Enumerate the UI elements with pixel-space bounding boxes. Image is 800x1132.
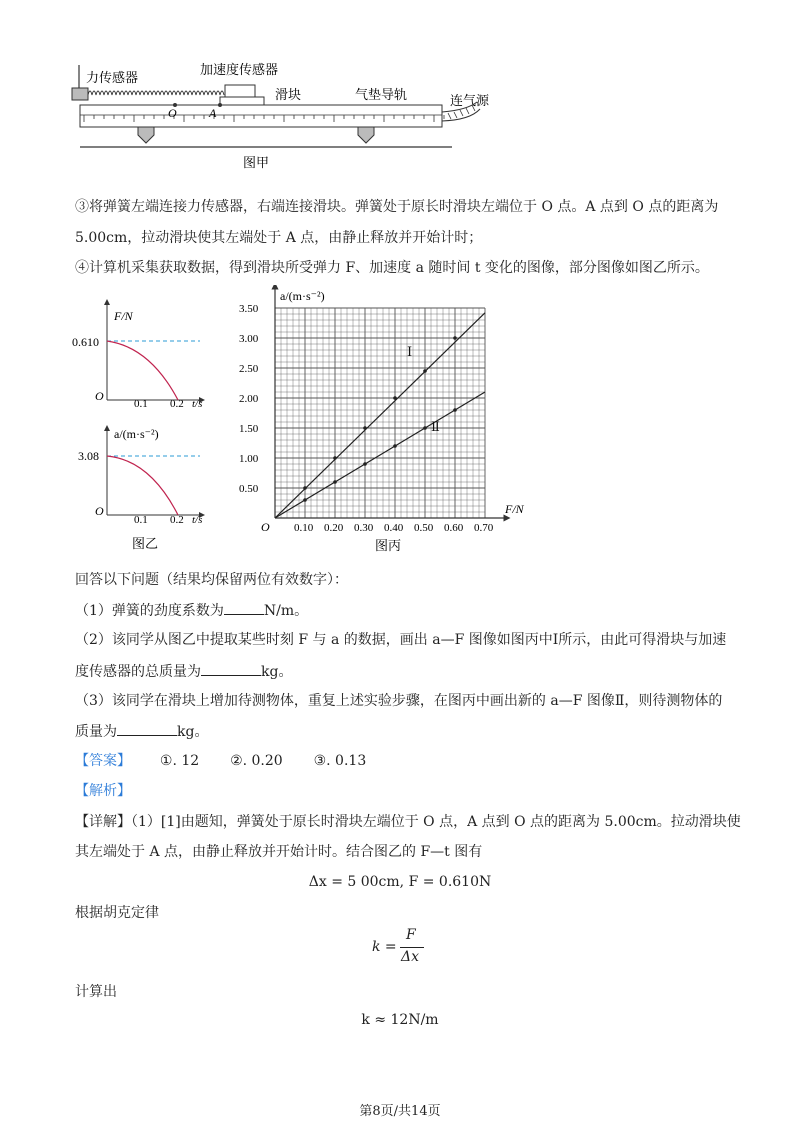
y-tick-label: 3.50 — [239, 303, 259, 315]
answer-row — [75, 751, 366, 771]
chart-caption: 图丙 — [375, 538, 402, 553]
yi-top-xtick-2: 0.2 — [170, 398, 184, 410]
question-2-line2 — [75, 661, 292, 682]
force-sensor-label: 力传感器 — [86, 70, 139, 85]
data-point — [393, 444, 397, 448]
slider-block — [220, 97, 264, 105]
point-o-label: O — [168, 106, 177, 120]
yi-top-ylabel: F/N — [114, 309, 133, 323]
k-formula — [372, 927, 432, 969]
acc-sensor-label: 加速度传感器 — [200, 62, 279, 77]
analysis-label: 【解析】 — [75, 783, 131, 799]
frac-den: Δx — [401, 949, 420, 965]
x-tick-label: 0.50 — [414, 522, 434, 534]
data-point — [423, 369, 427, 373]
hooke-law-text: 根据胡克定律 — [75, 905, 159, 921]
chart-origin: O — [261, 520, 270, 534]
page-footer: 第8页/共14页 — [359, 1104, 441, 1119]
yi-bottom-xtick-1: 0.1 — [134, 514, 148, 526]
answer-2: ②. 0.20 — [230, 753, 283, 769]
yi-top-curve — [107, 341, 178, 400]
yi-bottom-ylabel: a/(m·s⁻²) — [114, 427, 159, 441]
yi-bottom-origin: O — [95, 504, 104, 518]
data-point — [453, 336, 457, 340]
support-left — [138, 127, 154, 143]
equation-dx-f: Δx = 5 00cm, F = 0.610N — [308, 874, 492, 890]
answer-3: ③. 0.13 — [313, 753, 367, 769]
chart-xlabel: F/N — [505, 502, 524, 516]
slider-label: 滑块 — [275, 87, 302, 102]
q2-post: kg。 — [261, 664, 293, 680]
figure-jia — [70, 55, 510, 173]
data-point — [423, 426, 427, 430]
figure-yi — [70, 290, 240, 560]
support-right — [358, 127, 374, 143]
point-a-label: A — [209, 106, 217, 120]
data-point — [303, 498, 307, 502]
x-tick-label: 0.60 — [444, 522, 464, 534]
figure-bing-chart — [235, 285, 545, 555]
detail-line1: 【详解】（1）[1]由题知，弹簧处于原长时滑块左端位于 O 点，A 点到 O 点的距离为 5.00cm。拉动滑块使 — [75, 814, 741, 830]
answer-label: 【答案】 — [75, 753, 131, 769]
chart-series — [275, 313, 485, 518]
x-tick-label: 0.10 — [294, 522, 314, 534]
yi-bottom-curve — [107, 456, 178, 515]
calc-text: 计算出 — [75, 984, 117, 1000]
yi-bottom-ymarker: 3.08 — [78, 449, 99, 463]
question-2-line1: （2）该同学从图乙中提取某些时刻 F 与 a 的数据，画出 a—F 图像如图丙中Ⅰ所示，由此可得滑块与加速 — [75, 632, 727, 648]
question-1 — [75, 600, 308, 621]
yi-top-xtick-1: 0.1 — [134, 398, 148, 410]
y-tick-label: 2.00 — [239, 393, 259, 405]
q1-pre: （1）弹簧的劲度系数为 — [75, 603, 224, 619]
step3-line2: 5.00cm，拉动滑块使其左端处于 A 点，由静止释放并开始计时； — [75, 230, 483, 246]
q2-blank — [201, 661, 261, 676]
data-point — [303, 486, 307, 490]
q3-pre: 质量为 — [75, 724, 117, 740]
data-point — [333, 456, 337, 460]
air-track-label: 气垫导轨 — [355, 87, 408, 102]
x-tick-label: 0.40 — [384, 522, 404, 534]
frac-num: F — [406, 927, 416, 943]
yi-top-origin: O — [95, 389, 104, 403]
data-point — [363, 462, 367, 466]
k-lhs: k = — [372, 939, 397, 955]
question-3-line1: （3）该同学在滑块上增加待测物体，重复上述实验步骤，在图丙中画出新的 a—F 图像Ⅱ，则待测物体的 — [75, 693, 723, 709]
point-a-dot — [218, 103, 222, 107]
data-point — [333, 480, 337, 484]
data-point — [453, 408, 457, 412]
data-point — [363, 426, 367, 430]
yi-top-ymarker: 0.610 — [72, 335, 99, 349]
yi-bottom-xtick-2: 0.2 — [170, 514, 184, 526]
spring — [88, 91, 224, 95]
chart-ylabel: a/(m·s⁻²) — [280, 289, 325, 303]
q3-post: kg。 — [177, 724, 209, 740]
x-tick-label: 0.20 — [324, 522, 344, 534]
q1-blank — [224, 600, 264, 615]
y-tick-label: 3.00 — [239, 333, 259, 345]
force-sensor-block — [72, 88, 88, 100]
step3-line1: ③将弹簧左端连接力传感器，右端连接滑块。弹簧处于原长时滑块左端位于 O 点。A 点到 O 点的距离为 — [75, 199, 719, 215]
q3-blank — [117, 721, 177, 736]
x-tick-label: 0.70 — [474, 522, 494, 534]
yi-top-xlabel: t/s — [192, 398, 203, 410]
figure-jia-caption: 图甲 — [243, 155, 270, 170]
answer-1: ①. 12 — [159, 753, 200, 769]
air-source-label: 连气源 — [450, 93, 490, 108]
answer-intro: 回答以下问题（结果均保留两位有效数字）： — [75, 572, 348, 588]
x-tick-label: 0.30 — [354, 522, 374, 534]
q2-pre: 度传感器的总质量为 — [75, 664, 201, 680]
figure-yi-caption: 图乙 — [132, 536, 159, 551]
series-label-1: Ⅰ — [407, 344, 413, 359]
step4-line1: ④计算机采集获取数据，得到滑块所受弹力 F、加速度 a 随时间 t 变化的图像，部分图像如图乙所示。 — [75, 260, 709, 276]
y-tick-label: 0.50 — [239, 483, 259, 495]
question-3-line2 — [75, 721, 208, 742]
q1-post: N/m。 — [263, 603, 309, 619]
data-point — [393, 396, 397, 400]
yi-bottom-xlabel: t/s — [192, 514, 203, 526]
result-k: k ≈ 12N/m — [361, 1012, 439, 1028]
series-label-2: Ⅱ — [431, 419, 440, 434]
y-tick-label: 2.50 — [239, 363, 259, 375]
y-tick-label: 1.50 — [239, 423, 259, 435]
y-tick-label: 1.00 — [239, 453, 259, 465]
detail-line2: 其左端处于 A 点，由静止释放并开始计时。结合图乙的 F—t 图有 — [75, 844, 483, 860]
